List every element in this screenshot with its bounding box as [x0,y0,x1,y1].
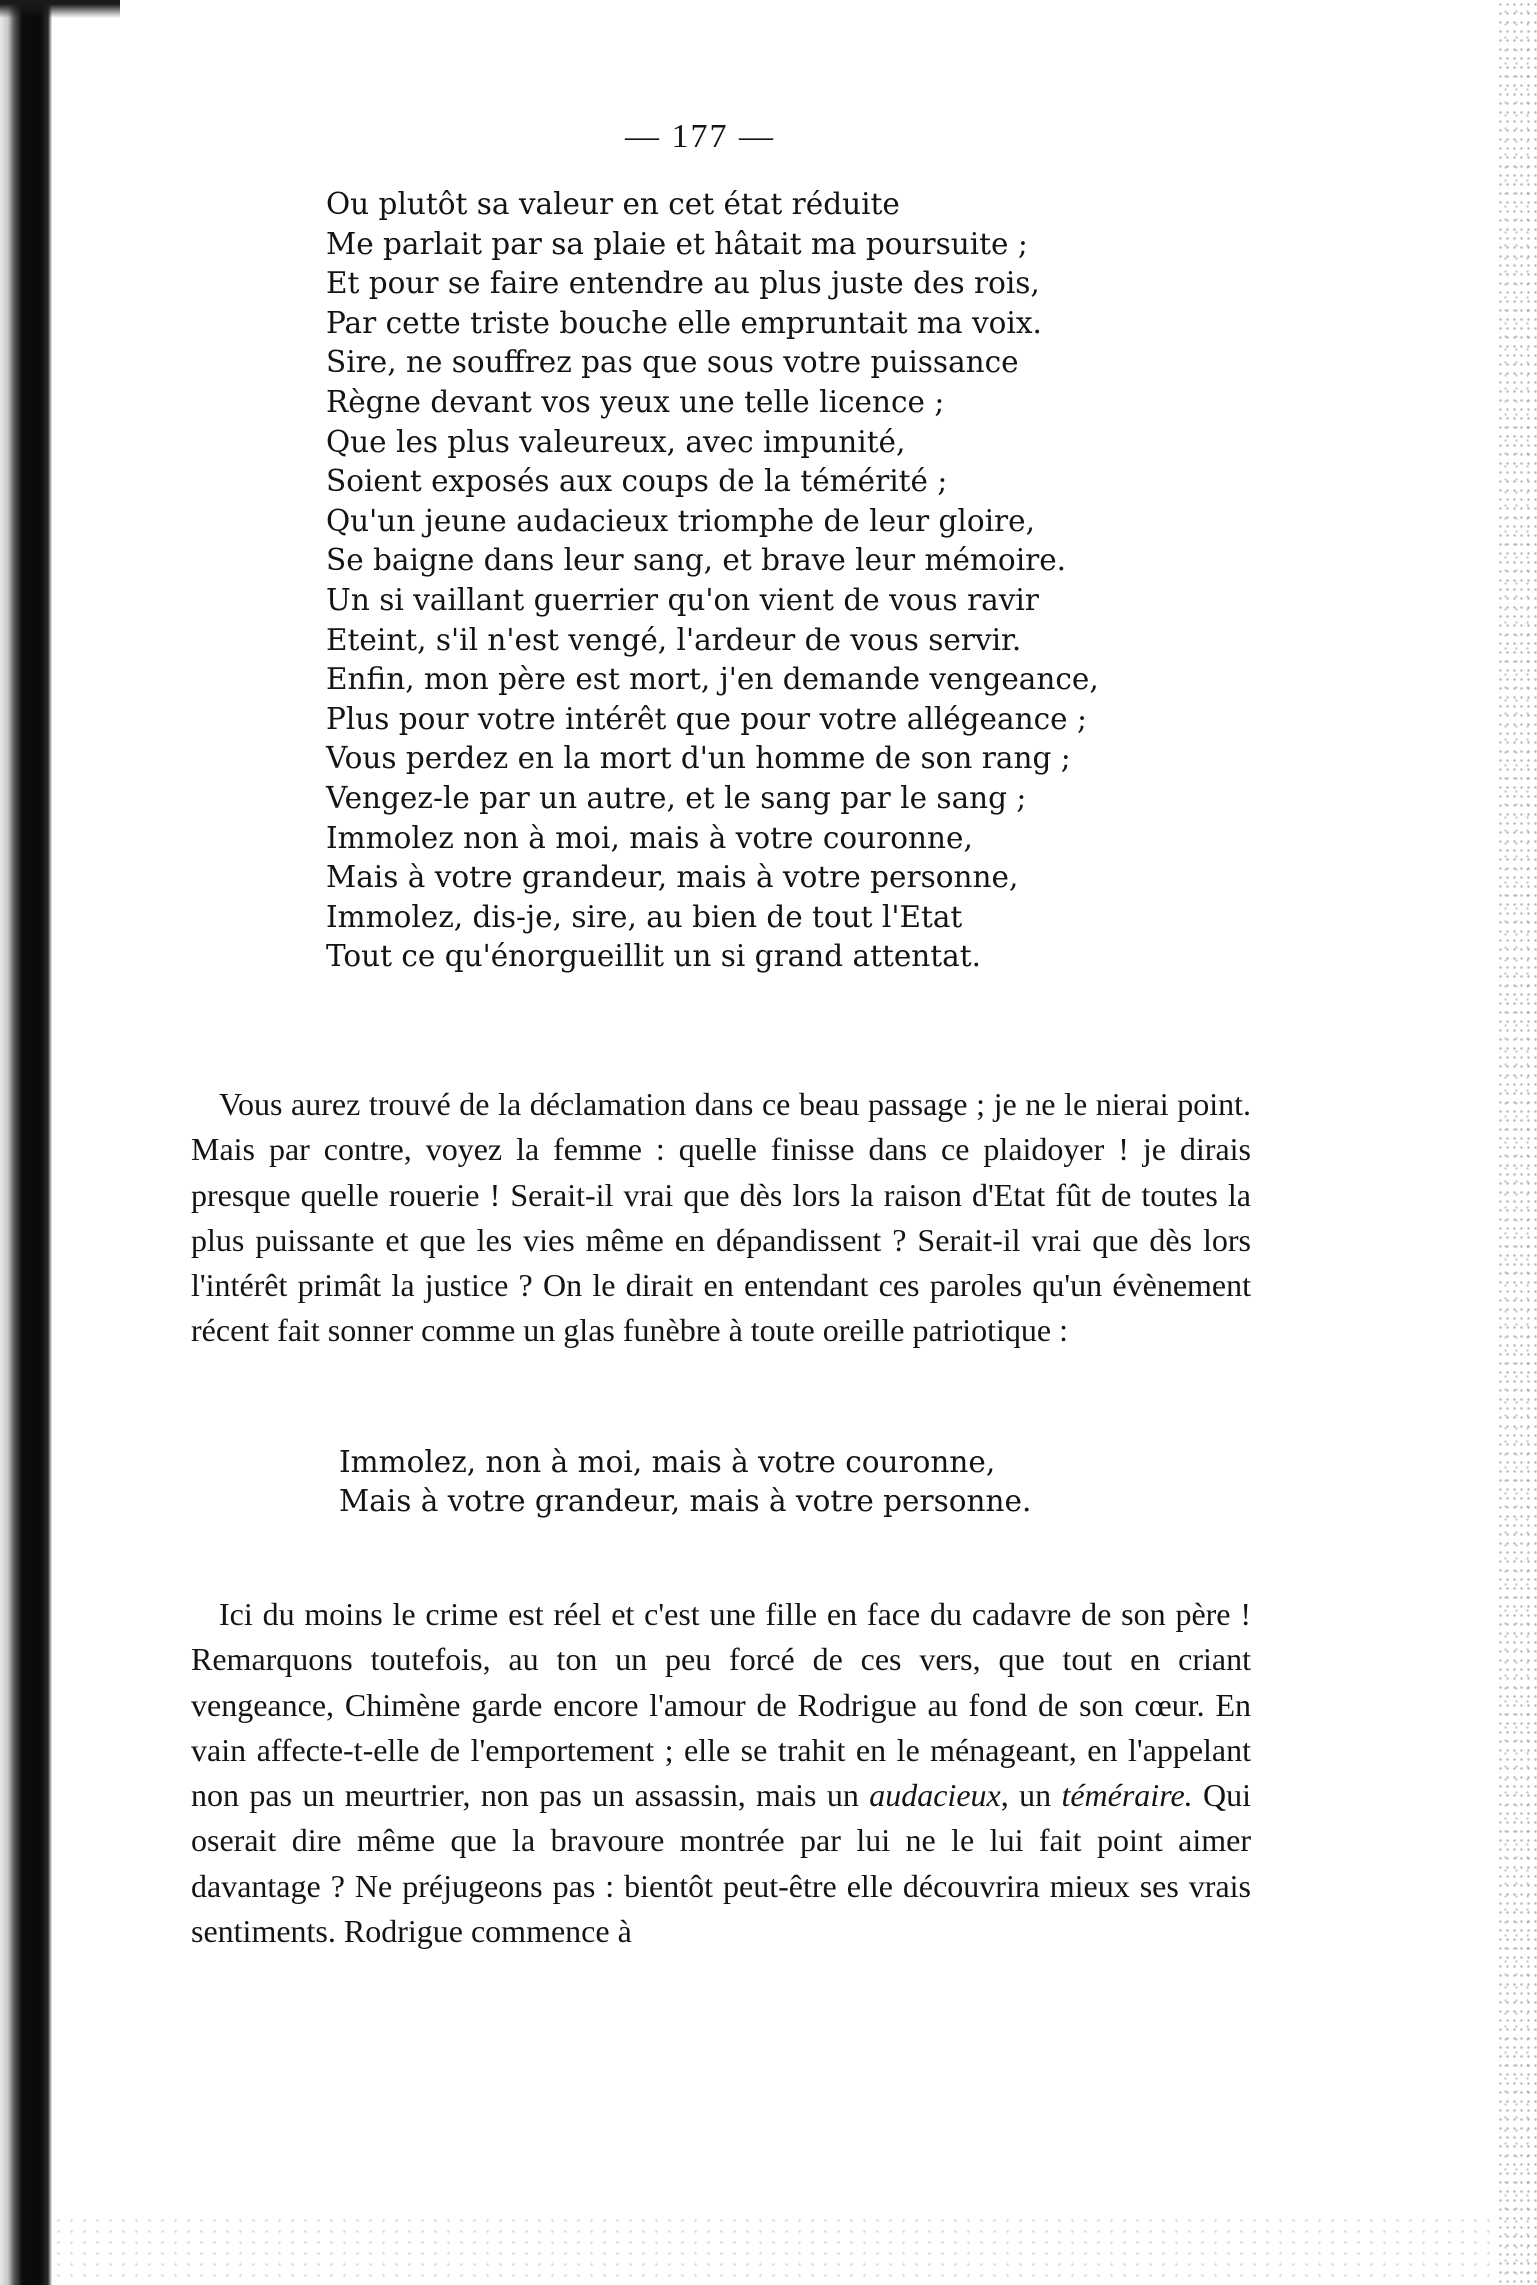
verse-block [326,185,1099,977]
quote-line: Mais à votre grandeur, mais à votre personne. [339,1484,1032,1518]
verse-line: Par cette triste bouche elle empruntait ma voix. [326,305,1042,340]
verse-line: Ou plutôt sa valeur en cet état réduite [326,187,900,221]
verse-line: Se baigne dans leur sang, et brave leur mémoire. [326,543,1067,578]
verse-line: Sire, ne souffrez pas que sous votre puissance [326,345,1019,380]
page-edge-speckle [1497,0,1537,2285]
quoted-verse-block [339,1443,1031,1521]
paragraph-text: Qui oserait dire même que la bravoure montrée par lui ne le lui fait point aimer davantage ? Ne préjugeons pas : bientôt peut-être elle découvrira mieux ses vrais sentiments. Rodrigue commence à [191,1777,1252,1950]
verse-line: Vous perdez en la mort d'un homme de son rang ; [326,741,1071,776]
verse-line: Plus pour votre intérêt que pour votre allégeance ; [326,701,1087,736]
verse-line: Eteint, s'il n'est vengé, l'ardeur de vous servir. [326,622,1022,657]
verse-line: Que les plus valeureux, avec impunité, [326,424,906,459]
verse-line: Mais à votre grandeur, mais à votre personne, [326,860,1019,895]
verse-line: Enfin, mon père est mort, j'en demande vengeance, [326,662,1099,697]
page-number: — 177 — [625,118,775,155]
verse-line: Qu'un jeune audacieux triomphe de leur gloire, [326,503,1035,538]
verse-line: Un si vaillant guerrier qu'on vient de vous ravir [326,582,1039,617]
verse-line: Et pour se faire entendre au plus juste des rois, [326,266,1040,301]
verse-line: Immolez non à moi, mais à votre couronne, [326,820,973,855]
italic-word: audacieux [869,1777,1001,1814]
verse-line: Me parlait par sa plaie et hâtait ma poursuite ; [326,226,1028,261]
book-binding-shadow [0,0,52,2285]
quote-line: Immolez, non à moi, mais à votre couronne, [339,1445,996,1479]
verse-line: Règne devant vos yeux une telle licence ; [326,384,945,419]
paragraph-text: , un [1000,1777,1062,1814]
verse-line: Tout ce qu'énorgueillit un si grand attentat. [326,939,981,974]
binding-top-shadow [0,0,120,18]
body-paragraph: Vous aurez trouvé de la déclamation dans ce beau passage ; je ne le nierai point. Mais par contre, voyez la femme : quelle finisse dans ce plaidoyer ! je dirais presque quelle rouerie ! Serait-il vrai que dès lors la raison d'Etat fût de toutes la plus puissante et que les vies même en dépandissent ? Serait-il vrai que dès lors l'intérêt primât la justice ? On le dirait en entendant ces paroles qu'un évènement récent fait sonner comme un glas funèbre à toute oreille patriotique : [191,1086,1251,1349]
verse-line: Immolez, dis-je, sire, au bien de tout l'Etat [326,899,963,934]
paragraph-text: Ici du moins le crime est réel et c'est une fille en face du cadavre de son père ! Remarquons toutefois, au ton un peu forcé de ces vers, que tout en criant vengeance, Chimène garde encore l'amour de Rodrigue au fond de son cœur. En vain affecte-t-elle de l'emportement ; elle se trahit en le ménageant, en l'appelant non pas un meurtrier, non pas un assassin, mais un [191,1596,1251,1814]
verse-line: Soient exposés aux coups de la témérité ; [326,464,948,499]
page-bottom-speckle [52,2215,1497,2285]
verse-line: Vengez-le par un autre, et le sang par le sang ; [326,780,1027,815]
italic-word: téméraire. [1061,1777,1193,1814]
body-paragraph-2 [191,1592,1251,1954]
